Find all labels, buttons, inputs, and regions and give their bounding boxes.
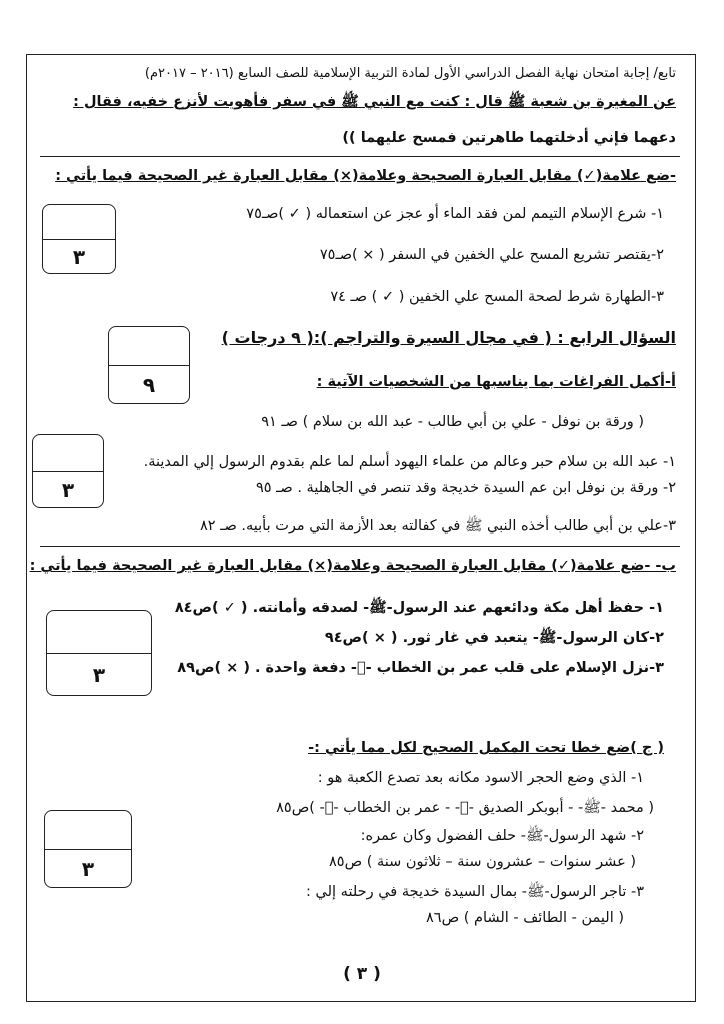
mcq-question-1: ١- الذي وضع الحجر الاسود مكانه بعد تصدع الكعبة هو : xyxy=(317,770,644,786)
page-number: ( ٣ ) xyxy=(343,964,381,984)
tf1-item-3: ٣-الطهارة شرط لصحة المسح علي الخفين ( ✓ ) صـ ٧٤ xyxy=(330,289,664,305)
tf1-item-2: ٢-يقتصر تشريع المسح علي الخفين في السفر ( × )صـ٧٥ xyxy=(319,247,664,263)
fill-item-2: ٢- ورقة بن نوفل ابن عم السيدة خديجة وقد تنصر في الجاهلية . صـ ٩٥ xyxy=(255,480,676,496)
mcq-answer-3: ( اليمن - الطائف - الشام ) ص٨٦ xyxy=(426,910,624,926)
mcq-answer-1: ( محمد -ﷺ- - أبوبكر الصديق -﷯- - عمر بن الخطاب -﷯- )ص٨٥ xyxy=(276,800,654,816)
fill-score-box xyxy=(32,434,104,508)
q4-score: ٩ xyxy=(142,373,156,397)
q4-score-box xyxy=(108,326,190,404)
mcq-answer-2: ( عشر سنوات – عشرون سنة – ثلاثون سنة ) ص٨٥ xyxy=(329,854,636,870)
tf2-score: ٣ xyxy=(92,663,106,687)
tf2-item-3: ٣-نزل الإسلام على قلب عمر بن الخطاب -﷯- دفعة واحدة . ( × )ص٨٩ xyxy=(177,660,664,676)
q4-title: السؤال الرابع : ( في مجال السيرة والتراجم ):( ٩ درجات ) xyxy=(221,328,676,347)
mcq-score-box xyxy=(44,810,132,888)
fill-title: أ-أكمل الفراغات بما يناسبها من الشخصيات الآتية : xyxy=(316,374,676,390)
tf1-score: ٣ xyxy=(72,245,86,269)
divider xyxy=(40,156,680,157)
fill-item-1: ١- عبد الله بن سلام حبر وعالم من علماء اليهود أسلم لما علم بقدوم الرسول إلي المدينة. xyxy=(143,454,676,470)
tf2-item-1: ١- حفظ أهل مكة ودائعهم عند الرسول-ﷺ- لصدقه وأمانته. ( ✓ )ص٨٤ xyxy=(174,600,664,616)
tf1-score-box xyxy=(42,204,116,274)
hadith-line-1: عن المغيرة بن شعبة ﷺ قال : كنت مع النبي ﷺ في سفر فأهويت لأنزع خفيه، فقال : xyxy=(73,94,676,110)
tf2-instruction: ب- -ضع علامة(✓) مقابل العبارة الصحيحة وعلامة(×) مقابل العبارة غير الصحيحة فيما يأتي : xyxy=(29,558,676,574)
mcq-question-3: ٣- تاجر الرسول-ﷺ- بمال السيدة خديجة في رحلته إلي : xyxy=(306,884,644,900)
fill-options: ( ورقة بن نوفل - علي بن أبي طالب - عبد الله بن سلام ) صـ ٩١ xyxy=(261,414,644,430)
fill-item-3: ٣-علي بن أبي طالب أخذه النبي ﷺ في كفالته بعد الأزمة التي مرت بأبيه. صـ ٨٢ xyxy=(200,518,676,534)
divider xyxy=(40,546,680,547)
tf1-instruction: -ضع علامة(✓) مقابل العبارة الصحيحة وعلامة(×) مقابل العبارة غير الصحيحة فيما يأتي : xyxy=(55,168,676,184)
page-header: تابع/ إجابة امتحان نهاية الفصل الدراسي الأول لمادة التربية الإسلامية للصف السابع (٢٠١٦ – ٢٠١٧م) xyxy=(144,66,676,81)
mcq-title: ( ج )ضع خطا تحت المكمل الصحيح لكل مما يأتي :- xyxy=(308,740,664,756)
mcq-question-2: ٢- شهد الرسول-ﷺ- حلف الفضول وكان عمره: xyxy=(360,828,644,844)
tf2-item-2: ٢-كان الرسول-ﷺ- يتعبد في غار ثور. ( × )ص٩٤ xyxy=(324,630,664,646)
hadith-line-2: دعهما فإني أدخلتهما طاهرتين فمسح عليهما )) xyxy=(342,130,676,146)
mcq-score: ٣ xyxy=(81,857,95,881)
tf1-item-1: ١- شرع الإسلام التيمم لمن فقد الماء أو عجز عن استعماله ( ✓ )صـ٧٥ xyxy=(246,206,664,222)
fill-score: ٣ xyxy=(61,478,75,502)
tf2-score-box xyxy=(46,610,152,696)
